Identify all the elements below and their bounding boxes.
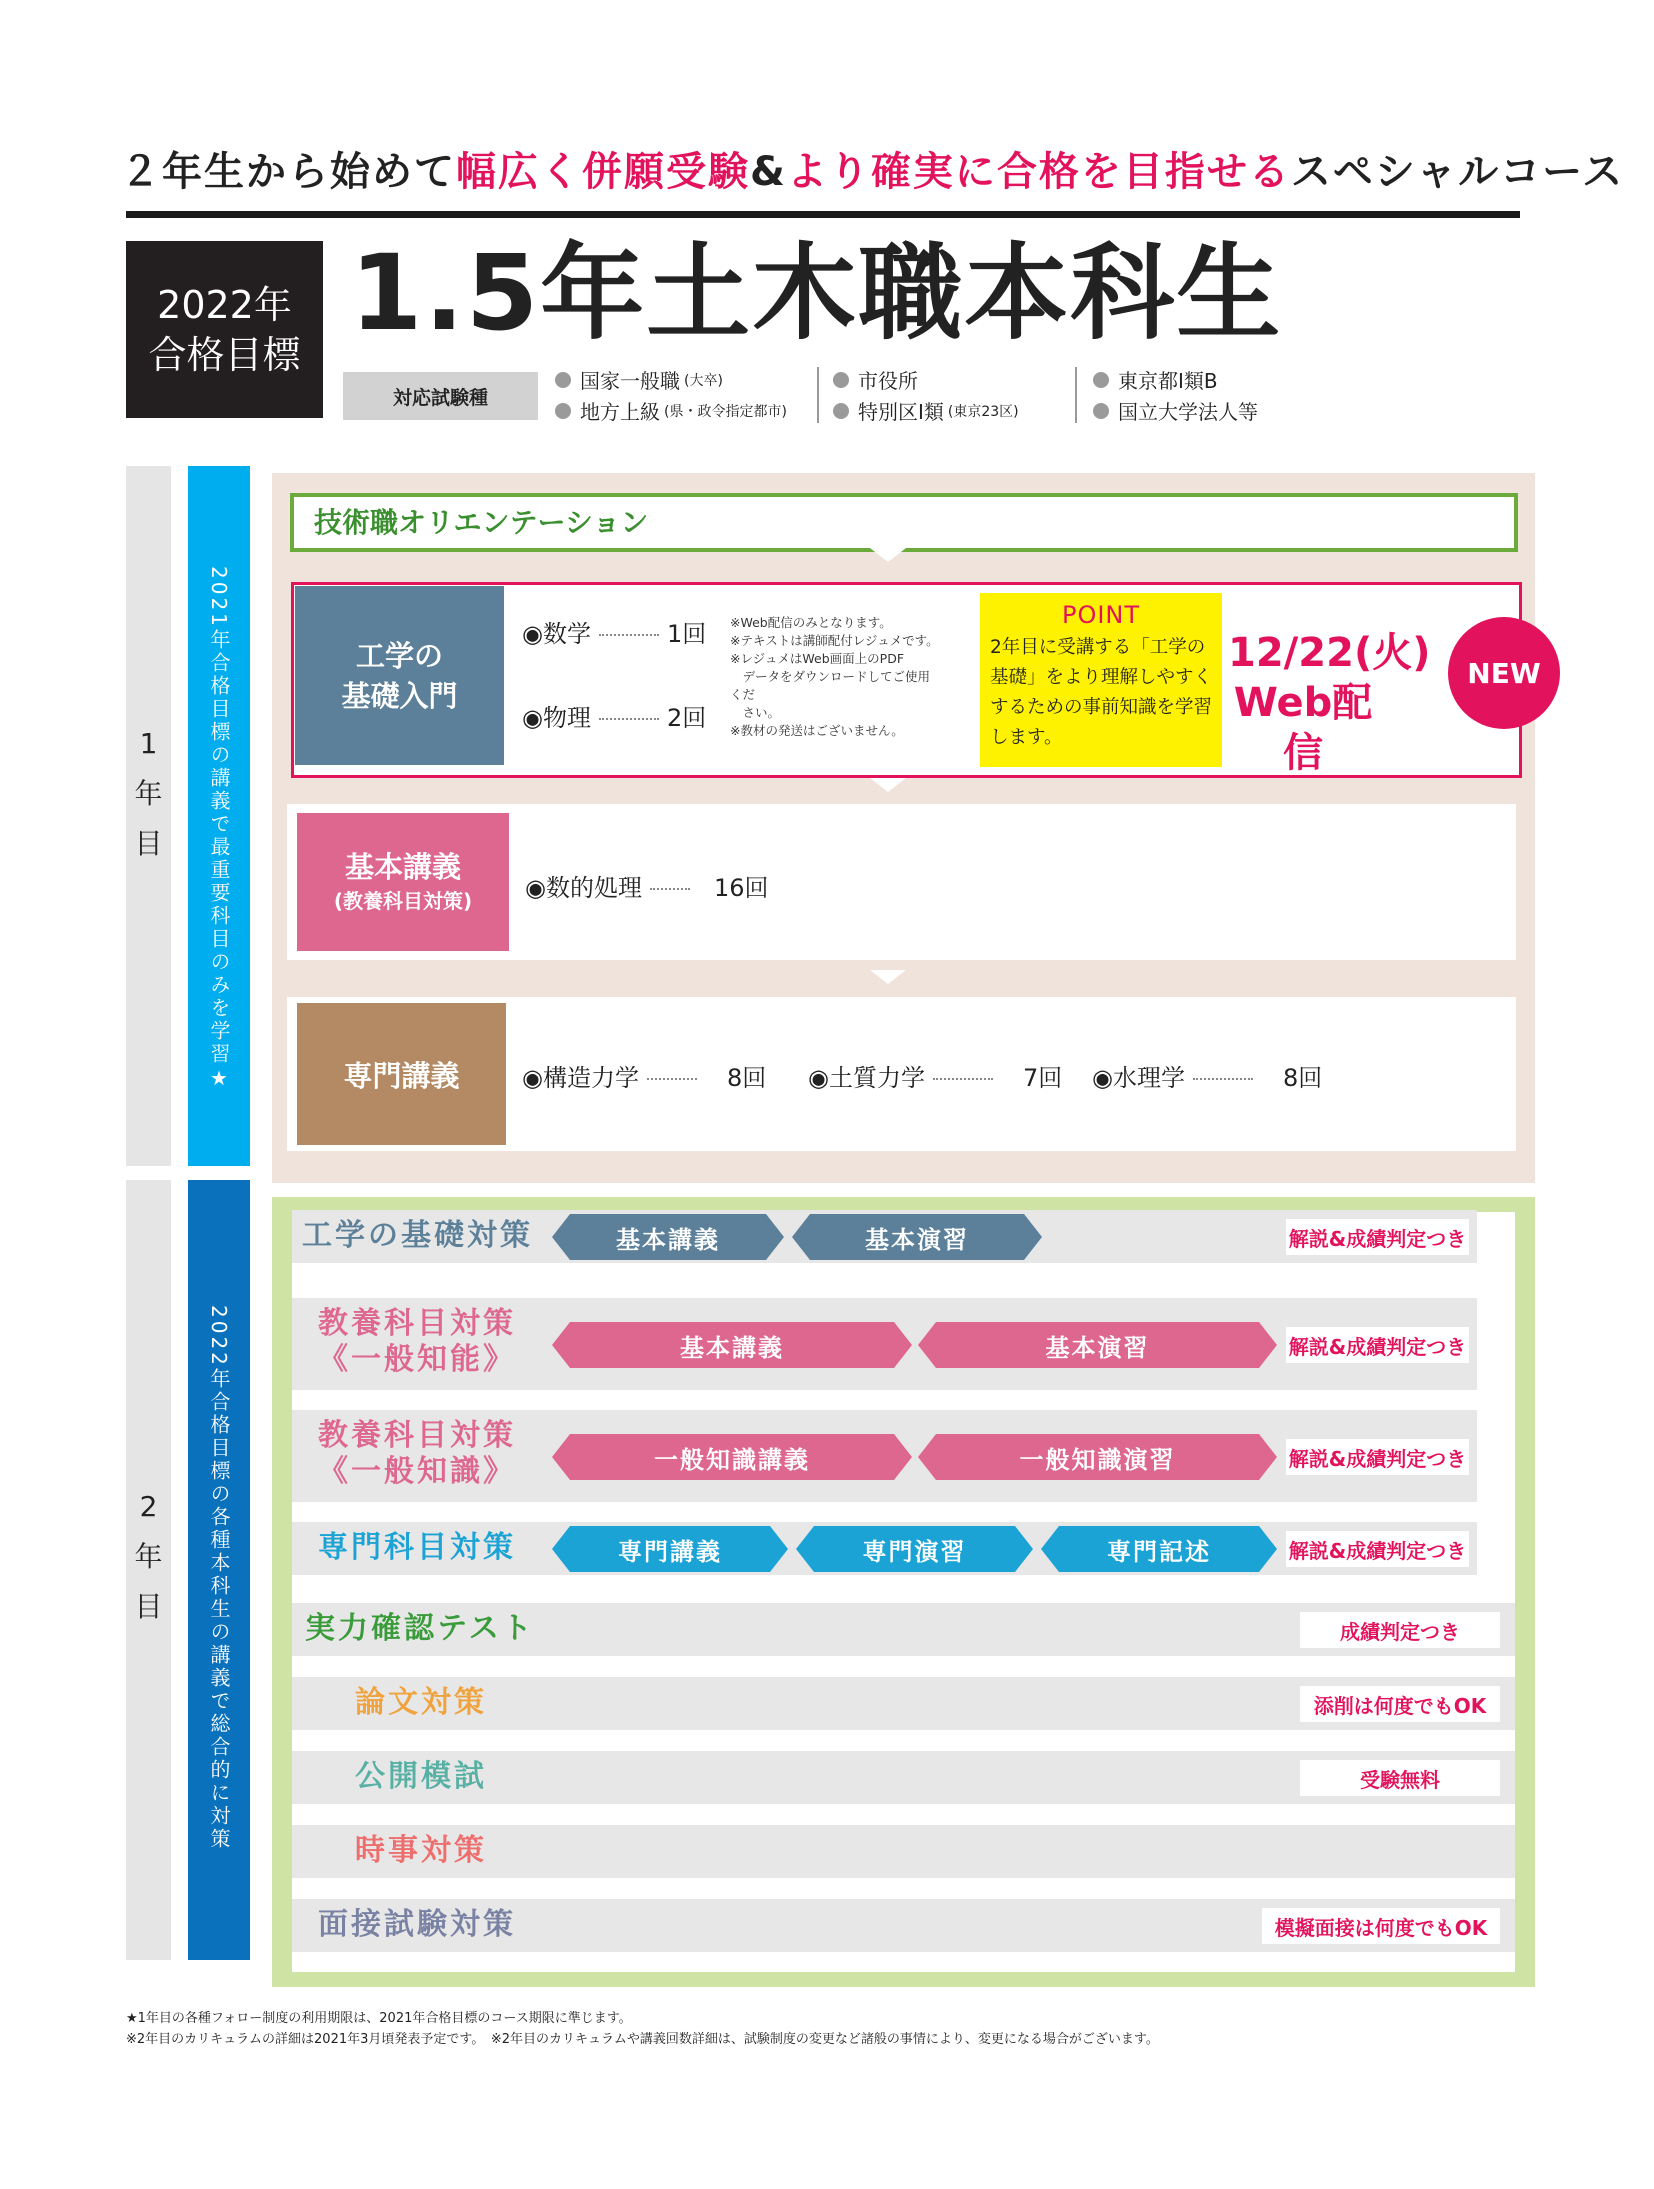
down-arrow-icon [870,1160,906,1174]
session-count: 1回 [666,620,707,648]
exam-note: (東京23区) [947,403,1019,420]
bullet-icon [833,372,849,388]
exam-label: 特別区Ⅰ類 [858,400,944,424]
year-char: 年 [134,777,163,810]
bullet-icon [1093,372,1109,388]
year1-side-text: 2021年合格目標の講義で最重要科目のみを学習★ [207,566,231,1093]
row-title [318,1418,516,1490]
row-tag: 成績判定つき [1300,1612,1500,1648]
block-label: 工学の [355,638,443,673]
session-count: 8回 [726,1064,767,1092]
dotted-leader [933,1078,993,1080]
subject-label: ◉物理 [522,704,591,732]
point-text: 2年目に受講する「工学の基礎」をより理解しやすくするための事前知識を学習します。 [990,637,1213,748]
row-title: 論文対策 [355,1685,487,1720]
row-title-line: 《一般知識》 [318,1454,516,1489]
year2-side-band [188,1180,250,1960]
subject-label: ◉構造力学 [522,1064,639,1092]
bullet-icon [833,403,849,419]
year2-label-column [126,1180,171,1960]
page-title: 1.5年土木職本科生 [350,232,1283,354]
new-badge: NEW [1448,617,1560,729]
course-row [525,868,769,903]
subject-label: ◉土質力学 [808,1064,925,1092]
exam-item [1093,365,1218,394]
exam-item [1093,396,1258,425]
dotted-leader [647,1078,697,1080]
row-tag: 解説&成績判定つき [1286,1531,1469,1567]
year2-label [126,1482,171,1632]
exam-label: 地方上級 [580,400,660,424]
year-char: 目 [134,827,163,860]
dotted-leader [599,634,659,636]
row-tag: 模擬面接は何度でもOK [1262,1908,1500,1944]
chevron-label: 一般知識演習 [1019,1445,1176,1474]
exam-label: 東京都Ⅰ類B [1118,369,1218,393]
session-count: 2回 [666,704,707,732]
specialized-lecture-block [297,1003,506,1145]
tagline-part: スペシャルコース [1290,149,1625,195]
row-title-line: 教養科目対策 [318,1306,516,1341]
row-title: 時事対策 [355,1833,487,1868]
session-count: 8回 [1282,1064,1323,1092]
year-digit: 2 [139,1490,158,1523]
tagline-part: ２年生から始めて [120,149,456,195]
orientation-bar: 技術職オリエンテーション [290,493,1518,552]
bullet-icon [555,372,571,388]
bullet-icon [555,403,571,419]
note-line: ※教材の発送はございません。 [730,723,904,738]
subject-label: ◉数学 [522,620,591,648]
exam-note: (大卒) [684,372,723,389]
exam-label: 市役所 [858,369,918,393]
header-rule [126,211,1520,218]
block-label: 専門講義 [343,1058,460,1093]
row-title-line: 教養科目対策 [318,1418,516,1453]
note-line: データをダウンロードしてご使用くだ [730,669,931,702]
footnote-line: ※2年目のカリキュラムの詳細は2021年3月頃発表予定です。 ※2年目のカリキュラムや講義回数詳細は、試験制度の変更など諸般の事情により、変更になる場合がございます。 [126,2032,1159,2047]
exam-note: (県・政令指定都市) [664,403,787,420]
course-row [522,614,706,649]
block-sublabel: (教養科目対策) [333,889,473,913]
row-title: 面接試験対策 [318,1907,516,1942]
row-title: 実力確認テスト [305,1611,535,1646]
exam-types-badge: 対応試験種 [343,372,538,420]
course-row [522,698,706,733]
chevron-label: 基本演習 [865,1225,969,1254]
chevron-label: 専門演習 [862,1537,967,1566]
row-title [318,1306,516,1378]
session-count: 7回 [1022,1064,1063,1092]
row-tag: 添削は何度でもOK [1300,1686,1500,1722]
tagline-part: & [750,149,787,195]
exam-label: 国家一般職 [580,369,680,393]
tagline-highlight: より確実に合格を目指せる [786,149,1291,195]
down-arrow-icon [870,548,906,562]
row-tag: 解説&成績判定つき [1286,1219,1469,1255]
row-tag: 受験無料 [1300,1760,1500,1796]
dotted-leader [599,718,659,720]
tagline [120,140,1625,197]
chevron-label: 基本講義 [616,1225,720,1254]
tagline-highlight: 幅広く併願受験 [456,149,750,195]
target-label: 合格目標 [148,332,301,377]
divider [817,367,819,423]
chevron-label: 基本演習 [1045,1333,1150,1362]
row-title: 公開模試 [355,1759,487,1794]
engineering-notes [730,614,940,740]
exam-item [833,365,918,394]
engineering-basics-block [295,586,504,765]
exam-item [555,365,723,394]
year1-label-column [126,466,171,1166]
year-char: 目 [134,1590,163,1623]
delivery-mode: Web配信 [1233,680,1373,776]
bullet-icon [1093,403,1109,419]
exam-label: 国立大学法人等 [1118,400,1258,424]
note-line: ※テキストは講師配付レジュメです。 [730,633,939,648]
chevron-label: 一般知識講義 [654,1445,810,1474]
row-tag: 解説&成績判定つき [1286,1439,1469,1475]
footnotes [126,2008,1159,2050]
divider [1075,367,1077,423]
note-line: ※レジュメはWeb画面上のPDF [730,651,905,666]
year2-side-text: 2022年合格目標の各種本科生の講義で総合的に対策 [207,1305,231,1851]
web-delivery-date [1228,628,1431,778]
note-line: ※Web配信のみとなります。 [730,615,892,630]
row-tag: 解説&成績判定つき [1286,1327,1469,1363]
dotted-leader [1193,1078,1253,1080]
row-title: 工学の基礎対策 [302,1218,533,1253]
row-title-line: 《一般知能》 [318,1342,516,1377]
subject-label: ◉水理学 [1092,1064,1185,1092]
row-title: 専門科目対策 [318,1530,516,1565]
subject-label: ◉数的処理 [525,874,642,902]
target-year: 2022年 [157,282,292,327]
point-title: POINT [1061,601,1141,629]
course-row [808,1058,1062,1093]
year-digit: 1 [139,727,158,760]
chevron-label: 専門記述 [1107,1537,1211,1566]
course-row [522,1058,766,1093]
year-char: 年 [134,1540,163,1573]
down-arrow-icon [870,970,906,984]
chevron-label: 基本講義 [680,1333,784,1362]
session-count: 16回 [713,874,769,902]
course-row [1092,1058,1322,1093]
year1-label [126,719,171,869]
note-line: さい。 [730,705,781,720]
target-year-box [126,241,323,418]
exam-item [555,396,787,425]
footnote-line: ★1年目の各種フォロー制度の利用期限は、2021年合格目標のコース期限に準じます。 [126,2011,632,2026]
dotted-leader [650,888,690,890]
chevron-label: 専門講義 [618,1537,722,1566]
block-label: 基本講義 [344,850,461,884]
block-label: 基礎入門 [341,678,458,713]
basic-lecture-block [297,813,509,951]
down-arrow-icon [870,778,906,792]
point-callout [980,593,1222,767]
delivery-date: 12/22(火) [1228,630,1431,676]
year1-side-band [188,466,250,1166]
exam-item [833,396,1019,425]
